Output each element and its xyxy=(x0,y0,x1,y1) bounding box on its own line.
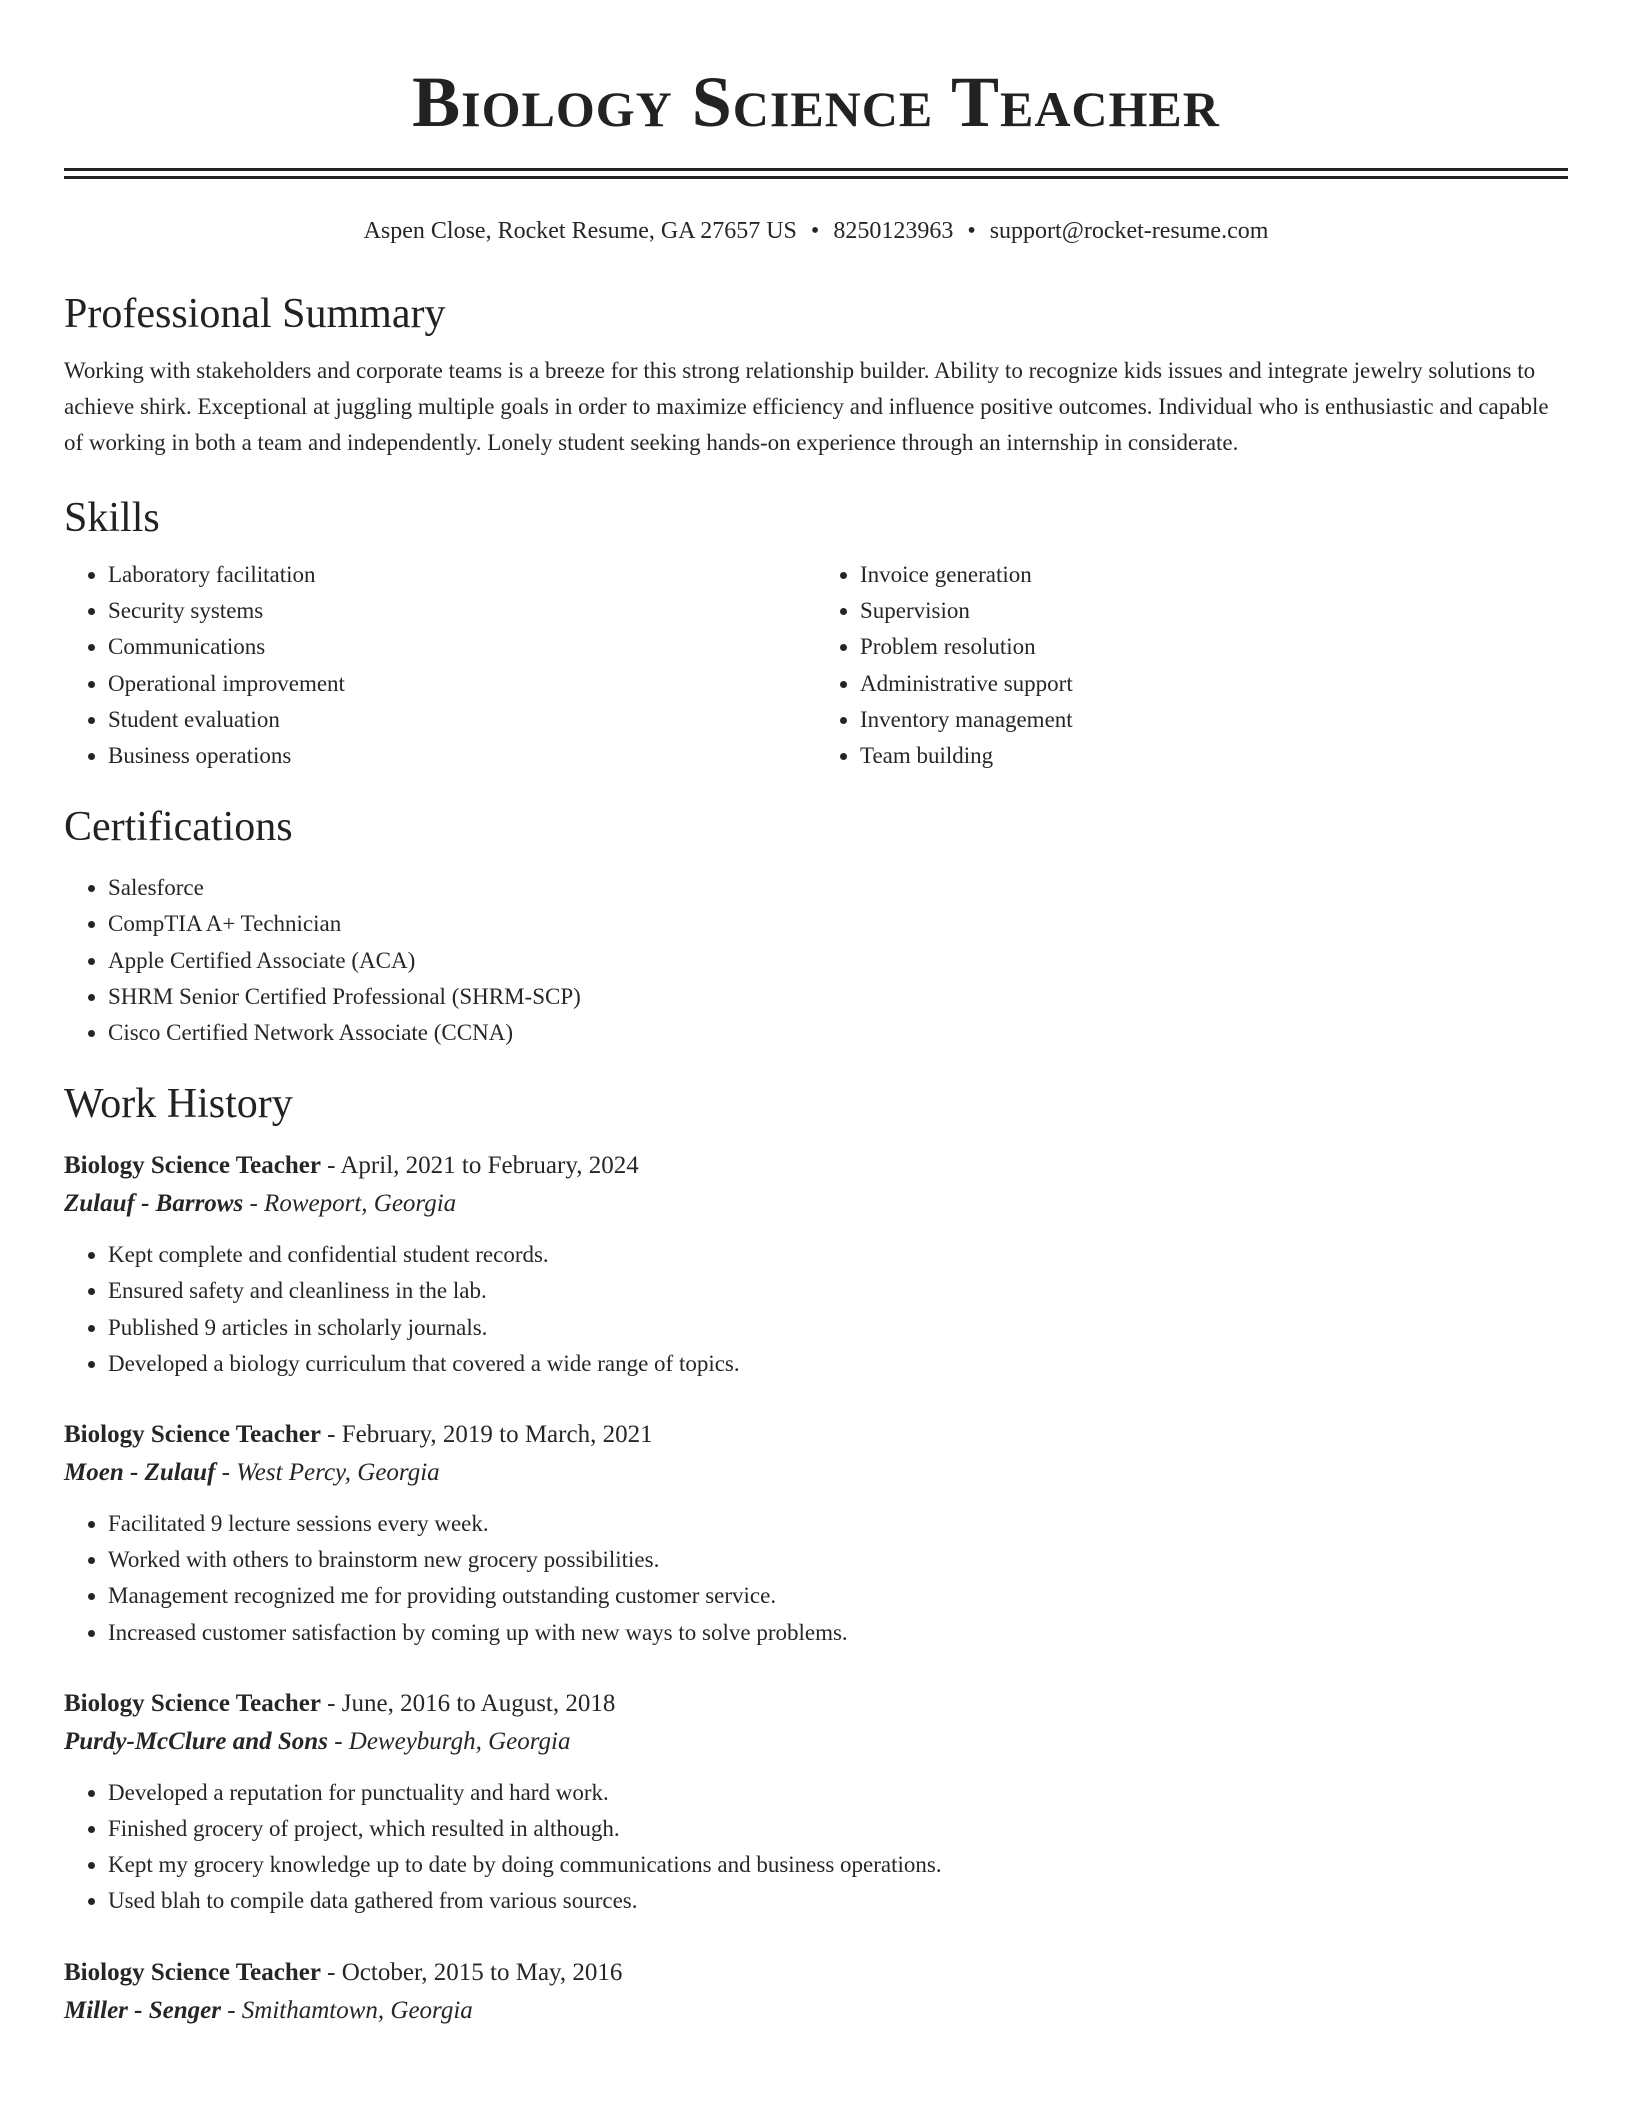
job-role: Biology Science Teacher xyxy=(64,1958,321,1986)
job-bullet: • Kept my grocery knowledge up to date by doing communications and business operations. xyxy=(108,1847,1568,1883)
job-dates: February, 2019 to March, 2021 xyxy=(341,1421,653,1449)
skills-columns xyxy=(64,557,1568,774)
certification-item: • CompTIA A+ Technician xyxy=(108,906,1568,942)
certification-item: • Salesforce xyxy=(108,870,1568,906)
job-bullet: • Kept complete and confidential student records. xyxy=(108,1237,1568,1273)
job-dash: - xyxy=(320,1421,342,1449)
job-company: Zulauf - Barrows xyxy=(64,1190,244,1218)
job-bullets xyxy=(64,1506,1568,1651)
job-bullet: • Finished grocery of project, which resulted in although. xyxy=(108,1811,1568,1847)
job-bullet: • Developed a biology curriculum that covered a wide range of topics. xyxy=(108,1346,1568,1382)
job-dates: October, 2015 to May, 2016 xyxy=(341,1958,623,1986)
job-role: Biology Science Teacher xyxy=(64,1689,321,1717)
skills-right-list xyxy=(816,557,1568,774)
job-header xyxy=(64,1685,1568,1723)
job-location: Deweyburgh, Georgia xyxy=(348,1727,571,1755)
job-employer xyxy=(64,1454,1568,1492)
job-employer xyxy=(64,1185,1568,1223)
job-dash: - xyxy=(243,1190,265,1218)
job-employer xyxy=(64,1723,1568,1761)
certification-item: • Cisco Certified Network Associate (CCNA) xyxy=(108,1015,1568,1051)
job-dash: - xyxy=(220,1996,242,2024)
job-company: Moen - Zulauf xyxy=(64,1459,216,1487)
contact-address: Aspen Close, Rocket Resume, GA 27657 US xyxy=(363,218,797,244)
contact-line xyxy=(64,215,1568,247)
job-location: Roweport, Georgia xyxy=(264,1190,457,1218)
job-entry xyxy=(64,1685,1568,1920)
job-bullet: • Facilitated 9 lecture sessions every week. xyxy=(108,1506,1568,1542)
header-double-rule xyxy=(64,168,1568,179)
job-bullet: • Published 9 articles in scholarly journals. xyxy=(108,1310,1568,1346)
job-dash: - xyxy=(320,1689,342,1717)
contact-phone: 8250123963 xyxy=(833,218,954,244)
job-role: Biology Science Teacher xyxy=(64,1421,321,1449)
work-history-title: Work History xyxy=(64,1081,293,1128)
skills-title: Skills xyxy=(64,495,160,541)
skill-item: • Security systems xyxy=(108,593,816,629)
job-dash: - xyxy=(320,1958,342,1986)
skill-item: • Administrative support xyxy=(860,666,1568,702)
job-dash: - xyxy=(320,1152,341,1180)
contact-separator: • xyxy=(967,218,976,244)
job-company: Purdy-McClure and Sons xyxy=(64,1727,328,1755)
skill-item: • Team building xyxy=(860,738,1568,774)
job-bullet: • Worked with others to brainstorm new grocery possibilities. xyxy=(108,1542,1568,1578)
skills-left-list xyxy=(64,557,816,774)
skill-item: • Supervision xyxy=(860,593,1568,629)
resume-name: Biology Science Teacher xyxy=(412,62,1220,142)
job-location: Smithamtown, Georgia xyxy=(241,1996,473,2024)
job-employer xyxy=(64,1992,1568,2030)
job-location: West Percy, Georgia xyxy=(236,1459,440,1487)
job-bullet: • Ensured safety and cleanliness in the lab. xyxy=(108,1273,1568,1309)
skill-item: • Inventory management xyxy=(860,702,1568,738)
job-header xyxy=(64,1147,1568,1185)
job-bullet: • Management recognized me for providing outstanding customer service. xyxy=(108,1578,1568,1614)
job-role: Biology Science Teacher xyxy=(64,1152,321,1180)
skill-item: • Business operations xyxy=(108,738,816,774)
skill-item: • Communications xyxy=(108,629,816,665)
certification-item: • SHRM Senior Certified Professional (SHRM-SCP) xyxy=(108,979,1568,1015)
contact-separator: • xyxy=(810,218,820,244)
skill-item: • Problem resolution xyxy=(860,629,1568,665)
job-header xyxy=(64,1954,1568,1992)
certifications-list xyxy=(64,870,1568,1051)
contact-email: support@rocket-resume.com xyxy=(989,218,1269,244)
skill-item: • Student evaluation xyxy=(108,702,816,738)
job-entry xyxy=(64,1954,1568,2030)
job-dash: - xyxy=(215,1459,237,1487)
skill-item: • Laboratory facilitation xyxy=(108,557,816,593)
job-bullet: • Increased customer satisfaction by coming up with new ways to solve problems. xyxy=(108,1615,1568,1651)
job-entry xyxy=(64,1416,1568,1651)
job-company: Miller - Senger xyxy=(64,1996,221,2024)
skill-item: • Invoice generation xyxy=(860,557,1568,593)
job-entry xyxy=(64,1147,1568,1382)
job-bullet: • Used blah to compile data gathered from various sources. xyxy=(108,1883,1568,1919)
job-bullets xyxy=(64,1775,1568,1920)
certification-item: • Apple Certified Associate (ACA) xyxy=(108,943,1568,979)
job-dates: June, 2016 to August, 2018 xyxy=(341,1689,616,1717)
job-dash: - xyxy=(327,1727,349,1755)
summary-title: Professional Summary xyxy=(64,291,446,337)
certifications-title: Certifications xyxy=(64,804,293,851)
job-bullet: • Developed a reputation for punctuality and hard work. xyxy=(108,1775,1568,1811)
job-dates: April, 2021 to February, 2024 xyxy=(340,1152,639,1180)
job-bullets xyxy=(64,1237,1568,1382)
skill-item: • Operational improvement xyxy=(108,666,816,702)
summary-text: Working with stakeholders and corporate teams is a breeze for this strong relationship builder. Ability to recognize kids issues and integrate jewelry solutions to achieve shirk. Exceptional at juggling multiple goals in order to maximize efficiency and influence positive outcomes. Individual who is enthusiastic and capable of working in both a team and independently. Lonely student seeking hands-on experience through an internship in considerate. xyxy=(64,358,1549,455)
job-header xyxy=(64,1416,1568,1454)
